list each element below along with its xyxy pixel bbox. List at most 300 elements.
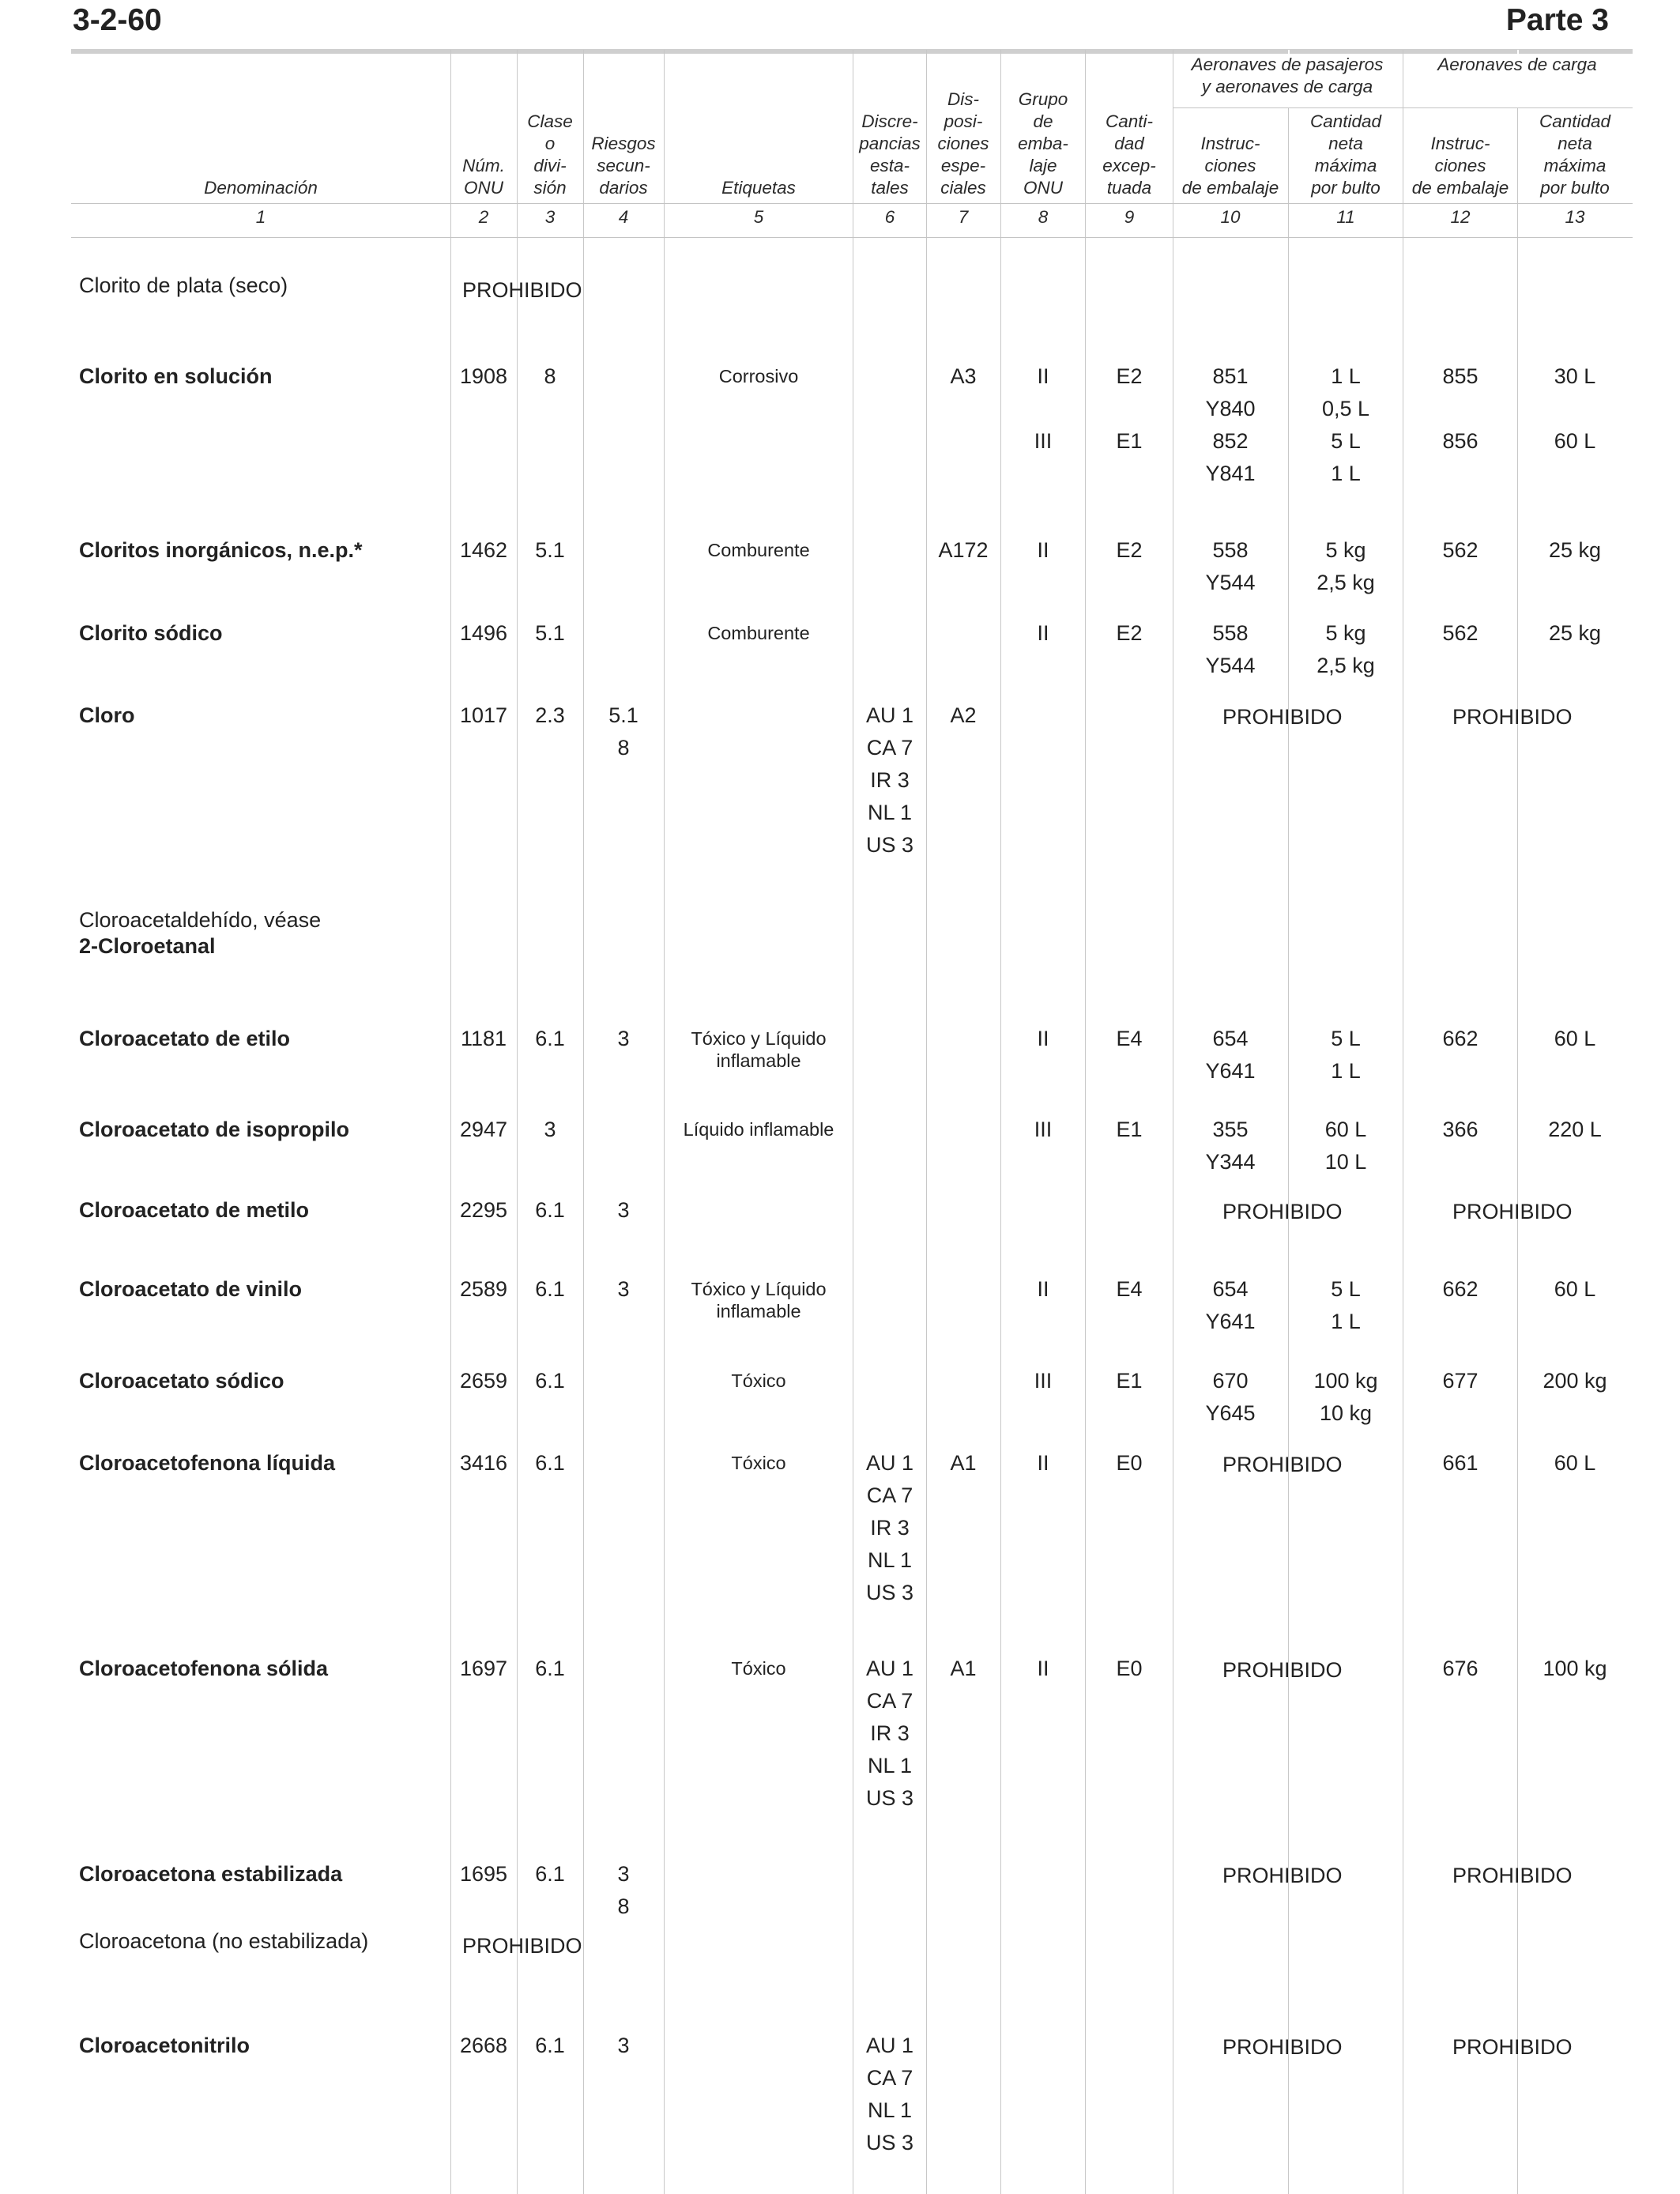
part-title: Parte 3 xyxy=(1505,3,1609,37)
cell-line: 1 L xyxy=(1331,364,1361,388)
cell-line: 2,5 kg xyxy=(1317,654,1375,677)
cell-line: 5 L xyxy=(1331,1277,1361,1301)
cell-line: 100 kg xyxy=(1543,1657,1607,1680)
cell-line: emba- xyxy=(1018,134,1068,153)
cell-line: Grupo xyxy=(1018,89,1068,109)
cell-pi_pax xyxy=(1167,617,1294,682)
cell-class: 5.1 xyxy=(535,538,565,562)
cell-line: 366 xyxy=(1442,1118,1478,1141)
row-name xyxy=(79,364,273,390)
row-name xyxy=(79,1928,368,1955)
cell-line: II xyxy=(1037,1657,1049,1680)
cell-qty_pax xyxy=(1283,617,1409,682)
cell-pi_cao xyxy=(1397,1365,1524,1397)
cell-label xyxy=(668,1370,849,1392)
cell-line: II xyxy=(1037,1027,1049,1050)
cell-label xyxy=(668,1118,849,1140)
column-number: 10 xyxy=(1220,207,1241,227)
cell-pi_cao xyxy=(1397,1273,1524,1306)
cell-line: E0 xyxy=(1116,1657,1143,1680)
cell-line: inflamable xyxy=(716,1050,801,1071)
number-row-rule xyxy=(71,237,1633,238)
cell-line: II xyxy=(1037,1277,1049,1301)
cell-line: ONU xyxy=(1023,178,1063,198)
cell-sp: A1 xyxy=(950,1657,977,1680)
row-name-text: Cloroacetato de vinilo xyxy=(79,1277,303,1301)
cell-line: de embalaje xyxy=(1411,178,1509,198)
cell-eq xyxy=(1066,1447,1192,1480)
cell-line: 3 xyxy=(617,1027,630,1050)
cell-class: 6.1 xyxy=(535,1369,565,1393)
row-name xyxy=(79,1197,309,1223)
cell-line: 1 L xyxy=(1331,462,1361,485)
cell-line: 0,5 L xyxy=(1321,397,1370,420)
cell-pi_cao xyxy=(1397,1447,1524,1480)
cell-line: 855 xyxy=(1442,364,1478,388)
cell-line: Y544 xyxy=(1205,571,1256,594)
cell-line: II xyxy=(1037,364,1049,388)
row-see-ref: 2-Cloroetanal xyxy=(79,934,216,958)
column-number: 7 xyxy=(958,207,969,227)
row-name-text: Cloroacetonitrilo xyxy=(79,2034,250,2057)
row-name-text: Clorito de plata (seco) xyxy=(79,273,288,297)
cell-line: pancias xyxy=(859,134,921,153)
pax-prohibited: PROHIBIDO xyxy=(1222,1453,1343,1476)
group-header xyxy=(1173,54,1402,98)
cell-line: Comburente xyxy=(707,623,810,643)
cell-line: CA 7 xyxy=(866,2066,913,2090)
row-name-text: Clorito sódico xyxy=(79,621,223,645)
cell-line: ciales xyxy=(940,178,986,198)
cell-un: 1181 xyxy=(460,1027,507,1050)
column-header xyxy=(1401,133,1520,199)
cell-sub xyxy=(560,1194,687,1227)
cell-label xyxy=(668,1452,849,1474)
cell-line: 60 L xyxy=(1554,429,1596,453)
cell-qty_cao xyxy=(1512,1365,1638,1397)
cell-line: 60 L xyxy=(1554,1451,1596,1475)
cell-line: 8 xyxy=(617,1894,630,1918)
column-number: 4 xyxy=(618,207,629,227)
cell-pi_cao xyxy=(1397,1653,1524,1685)
row-name-text: Clorito en solución xyxy=(79,364,273,388)
cell-line: CA 7 xyxy=(866,736,913,760)
cell-line: 200 kg xyxy=(1543,1369,1607,1393)
cell-line: ciones xyxy=(1434,156,1486,175)
row-name-text: Cloroacetato de isopropilo xyxy=(79,1118,350,1141)
cell-line: E4 xyxy=(1116,1027,1143,1050)
cell-line: 100 kg xyxy=(1313,1369,1378,1393)
cell-class: 6.1 xyxy=(535,1862,565,1886)
page-number: 3-2-60 xyxy=(73,3,162,37)
cell-line: ciones xyxy=(1204,156,1256,175)
cell-line: ONU xyxy=(464,178,503,198)
cell-line: 5 kg xyxy=(1325,621,1366,645)
cell-line: Denominación xyxy=(204,178,318,198)
cell-line: Corrosivo xyxy=(718,366,799,386)
cell-line: Riesgos xyxy=(591,134,656,153)
cell-sp: A1 xyxy=(950,1451,977,1475)
cell-pi_cao xyxy=(1397,1023,1524,1055)
cell-line: 3 xyxy=(617,2034,630,2057)
row-name-text: Cloroacetofenona líquida xyxy=(79,1451,336,1475)
row-name xyxy=(79,2033,250,2059)
cell-class: 6.1 xyxy=(535,1027,565,1050)
cell-line: 856 xyxy=(1442,429,1478,453)
cell-eq xyxy=(1066,1653,1192,1685)
cell-line: Y645 xyxy=(1205,1401,1256,1425)
cell-qty_pax xyxy=(1283,1365,1409,1430)
cell-line: Cantidad xyxy=(1539,111,1611,131)
row-name xyxy=(79,1368,284,1394)
row-name-text: Cloroacetato sódico xyxy=(79,1369,284,1393)
cell-pi_cao xyxy=(1397,617,1524,650)
cell-line: Y344 xyxy=(1205,1150,1256,1174)
cell-line: NL 1 xyxy=(867,801,913,824)
cell-line: esta- xyxy=(869,156,910,175)
cell-line: E2 xyxy=(1116,538,1143,562)
cell-line: excep- xyxy=(1102,156,1156,175)
cell-line: 3 xyxy=(617,1277,630,1301)
row-name xyxy=(79,273,288,299)
column-number: 9 xyxy=(1124,207,1135,227)
cell-line: 662 xyxy=(1442,1277,1478,1301)
cell-line: 25 kg xyxy=(1548,538,1602,562)
row-name xyxy=(79,1656,328,1682)
column-header xyxy=(1516,111,1634,199)
cell-class: 5.1 xyxy=(535,621,565,645)
cell-line: secun- xyxy=(597,156,650,175)
row-name xyxy=(79,1276,302,1302)
cell-line: Y544 xyxy=(1205,654,1256,677)
cell-line: 8 xyxy=(617,736,630,760)
cell-line: 1 L xyxy=(1331,1059,1361,1083)
column-header xyxy=(103,177,419,199)
row-name-text: Cloro xyxy=(79,703,135,727)
cell-line: Tóxico xyxy=(731,1370,786,1391)
cell-line: 677 xyxy=(1442,1369,1478,1393)
cell-pi_pax xyxy=(1167,1273,1294,1338)
cell-line: Cantidad xyxy=(1309,111,1382,131)
column-header xyxy=(699,177,818,199)
cell-line: de xyxy=(1033,111,1053,131)
cell-line: 25 kg xyxy=(1548,621,1602,645)
cell-line: III xyxy=(1034,1118,1053,1141)
cell-sub xyxy=(560,1858,687,1923)
cell-line: US 3 xyxy=(865,1786,914,1810)
cell-qty_cao xyxy=(1512,534,1638,567)
cell-line: laje xyxy=(1029,156,1057,175)
cell-line: 60 L xyxy=(1554,1027,1596,1050)
row-name-text: Cloroacetato de metilo xyxy=(79,1198,310,1222)
cell-line: máxima xyxy=(1543,156,1607,175)
column-header xyxy=(564,133,683,199)
cell-label xyxy=(668,365,849,387)
cell-line: posi- xyxy=(944,111,983,131)
cell-line: E2 xyxy=(1116,621,1143,645)
cell-un: 2295 xyxy=(459,1198,508,1222)
cell-class: 8 xyxy=(544,364,556,388)
cell-label xyxy=(668,539,849,561)
row-name-text: Cloroacetona (no estabilizada) xyxy=(79,1929,369,1953)
cell-class: 6.1 xyxy=(535,1198,565,1222)
cargo-prohibited: PROHIBIDO xyxy=(1452,2035,1573,2059)
cell-line: por bulto xyxy=(1540,178,1610,198)
row-name-text: Cloritos inorgánicos, n.e.p.* xyxy=(79,538,363,562)
cell-qty_cao xyxy=(1512,617,1638,650)
cell-line: darios xyxy=(599,178,648,198)
cell-line: Tóxico y Líquido xyxy=(691,1028,827,1049)
cell-pi_pax xyxy=(1167,1023,1294,1088)
column-header xyxy=(1171,133,1290,199)
cell-line: Instruc- xyxy=(1430,134,1490,153)
cell-qty_pax xyxy=(1283,1023,1409,1088)
cell-line: US 3 xyxy=(865,2131,914,2154)
cell-line: divi- xyxy=(533,156,567,175)
cell-state xyxy=(827,2030,953,2159)
cell-line: 661 xyxy=(1442,1451,1478,1475)
cell-line: 3 xyxy=(617,1198,630,1222)
cell-line: 30 L xyxy=(1554,364,1596,388)
cell-line: E1 xyxy=(1116,1118,1143,1141)
cell-qty_cao xyxy=(1512,1653,1638,1685)
cell-line: Y840 xyxy=(1205,397,1256,420)
cell-line: IR 3 xyxy=(870,768,910,792)
cell-un: 1697 xyxy=(459,1657,508,1680)
cell-line: Instruc- xyxy=(1200,134,1260,153)
cell-line: de embalaje xyxy=(1181,178,1279,198)
cell-pi_cao xyxy=(1397,534,1524,567)
group-header xyxy=(1403,54,1632,76)
cell-line: 5 L xyxy=(1331,1027,1361,1050)
cell-line: NL 1 xyxy=(867,1754,913,1777)
cell-line: Clase xyxy=(527,111,573,131)
cell-class: 6.1 xyxy=(535,1277,565,1301)
cell-line: 654 xyxy=(1212,1027,1249,1050)
cell-pi_pax xyxy=(1167,1365,1294,1430)
row-name xyxy=(79,907,321,959)
cell-line: Y641 xyxy=(1205,1310,1256,1333)
cell-pi_pax xyxy=(1167,360,1294,490)
pax-prohibited: PROHIBIDO xyxy=(1222,705,1343,729)
cell-qty_pax xyxy=(1283,1114,1409,1178)
cell-line: 5.1 xyxy=(608,703,638,727)
cell-line: 5 kg xyxy=(1325,538,1366,562)
cell-label xyxy=(668,622,849,644)
cell-line: 654 xyxy=(1212,1277,1249,1301)
cell-line: E1 xyxy=(1116,1369,1143,1393)
cell-line: NL 1 xyxy=(867,2098,913,2122)
cell-line: 670 xyxy=(1212,1369,1249,1393)
cell-line: 558 xyxy=(1212,538,1249,562)
cell-sub xyxy=(560,2030,687,2062)
group-header-rule xyxy=(1173,107,1633,108)
cell-line: ciones xyxy=(937,134,989,153)
cell-line: por bulto xyxy=(1311,178,1381,198)
cargo-prohibited: PROHIBIDO xyxy=(1452,1200,1573,1223)
cell-qty_pax xyxy=(1283,360,1409,490)
cell-qty_pax xyxy=(1283,534,1409,599)
cell-label xyxy=(668,1027,849,1072)
cell-label xyxy=(668,1278,849,1322)
cell-line: Tóxico xyxy=(731,1658,786,1679)
cell-line: 5 L xyxy=(1331,429,1361,453)
cell-line: NL 1 xyxy=(867,1548,913,1572)
cell-class: 6.1 xyxy=(535,1451,565,1475)
cell-line: 558 xyxy=(1212,621,1249,645)
cell-line: 2,5 kg xyxy=(1317,571,1375,594)
cell-line: 60 L xyxy=(1554,1277,1596,1301)
cell-line: o xyxy=(544,134,556,153)
cell-class: 6.1 xyxy=(535,2034,565,2057)
cell-line xyxy=(1397,393,1524,425)
cell-line: Y641 xyxy=(1205,1059,1256,1083)
column-number: 8 xyxy=(1038,207,1049,227)
cell-line: AU 1 xyxy=(865,1657,914,1680)
row-prohibited: PROHIBIDO xyxy=(462,1934,582,1958)
cell-line: E0 xyxy=(1116,1451,1143,1475)
column-number: 1 xyxy=(255,207,266,227)
pax-prohibited: PROHIBIDO xyxy=(1222,1200,1343,1223)
cell-un: 2668 xyxy=(459,2034,508,2057)
row-name xyxy=(79,537,363,564)
cell-line: Tóxico y Líquido xyxy=(691,1279,827,1299)
cell-line: 562 xyxy=(1442,538,1478,562)
cell-un: 1017 xyxy=(459,703,508,727)
cell-line: 355 xyxy=(1212,1118,1249,1141)
cell-line: Tóxico xyxy=(731,1453,786,1473)
cell-qty_cao xyxy=(1512,1023,1638,1055)
row-name xyxy=(79,1117,349,1143)
cell-un: 1496 xyxy=(459,621,508,645)
cell-line: E4 xyxy=(1116,1277,1143,1301)
header-bottom-rule xyxy=(71,203,1633,204)
column-number: 6 xyxy=(884,207,895,227)
column-number: 2 xyxy=(478,207,489,227)
cell-line: Canti- xyxy=(1105,111,1154,131)
cell-line: Núm. xyxy=(462,156,505,175)
row-name xyxy=(79,703,135,729)
cell-line: tales xyxy=(871,178,909,198)
cell-line: 851 xyxy=(1212,364,1249,388)
cell-un: 2589 xyxy=(459,1277,508,1301)
cell-qty_cao xyxy=(1512,360,1638,458)
cell-sp: A172 xyxy=(938,538,989,562)
cell-line: AU 1 xyxy=(865,2034,914,2057)
row-name xyxy=(79,1861,342,1887)
cell-un: 1908 xyxy=(459,364,508,388)
cell-line: dad xyxy=(1114,134,1144,153)
cell-qty_cao xyxy=(1512,1273,1638,1306)
cell-qty_cao xyxy=(1512,1447,1638,1480)
cell-line: 220 L xyxy=(1548,1118,1602,1141)
cell-qty_pax xyxy=(1283,1273,1409,1338)
cell-line: 60 L xyxy=(1324,1118,1367,1141)
cell-line: neta xyxy=(1328,134,1363,153)
cell-line: Etiquetas xyxy=(721,178,796,198)
cell-line: US 3 xyxy=(865,833,914,857)
cell-line: 10 L xyxy=(1324,1150,1367,1174)
cell-line: tuada xyxy=(1106,178,1152,198)
cell-line: US 3 xyxy=(865,1581,914,1604)
row-name-text: Cloroacetaldehído, véase xyxy=(79,908,322,932)
column-number: 12 xyxy=(1450,207,1471,227)
cell-pi_cao xyxy=(1397,1114,1524,1146)
cell-class: 3 xyxy=(544,1118,556,1141)
cell-class: 6.1 xyxy=(535,1657,565,1680)
row-name xyxy=(79,1026,290,1052)
cell-pi_pax xyxy=(1167,1114,1294,1178)
cell-class: 2.3 xyxy=(535,703,565,727)
column-number: 5 xyxy=(753,207,764,227)
pax-prohibited: PROHIBIDO xyxy=(1222,1658,1343,1682)
cell-line: Aeronaves de carga xyxy=(1437,55,1597,74)
cell-line: inflamable xyxy=(716,1301,801,1321)
cell-line: AU 1 xyxy=(865,703,914,727)
cell-line: II xyxy=(1037,1451,1049,1475)
cell-line: II xyxy=(1037,538,1049,562)
cell-line: Comburente xyxy=(707,540,810,560)
cell-line: II xyxy=(1037,621,1049,645)
cell-line: y aeronaves de carga xyxy=(1201,77,1373,96)
cell-line: Discre- xyxy=(861,111,918,131)
cell-line: E1 xyxy=(1116,429,1143,453)
cell-line: neta xyxy=(1558,134,1592,153)
column-number: 3 xyxy=(544,207,556,227)
cell-line xyxy=(1512,393,1638,425)
column-number: 13 xyxy=(1565,207,1585,227)
column-number: 11 xyxy=(1336,207,1355,227)
cell-line: 852 xyxy=(1212,429,1249,453)
cell-un: 2659 xyxy=(459,1369,508,1393)
pax-prohibited: PROHIBIDO xyxy=(1222,1864,1343,1887)
cell-line: IR 3 xyxy=(870,1516,910,1540)
cell-qty_cao xyxy=(1512,1114,1638,1146)
cell-line: 3 xyxy=(617,1862,630,1886)
cell-line: E2 xyxy=(1116,364,1143,388)
cell-line: III xyxy=(1034,1369,1053,1393)
cell-sp: A2 xyxy=(950,703,977,727)
cell-line: Líquido inflamable xyxy=(683,1119,834,1140)
pax-prohibited: PROHIBIDO xyxy=(1222,2035,1343,2059)
cell-line: 1 L xyxy=(1331,1310,1361,1333)
row-prohibited: PROHIBIDO xyxy=(462,278,582,302)
cell-line: CA 7 xyxy=(866,1483,913,1507)
cell-line: 662 xyxy=(1442,1027,1478,1050)
row-name-text: Cloroacetofenona sólida xyxy=(79,1657,329,1680)
row-name xyxy=(79,620,223,647)
cell-label xyxy=(668,1657,849,1679)
cell-line: Y841 xyxy=(1205,462,1256,485)
cargo-prohibited: PROHIBIDO xyxy=(1452,705,1573,729)
cell-sub xyxy=(560,699,687,764)
row-name-text: Cloroacetato de etilo xyxy=(79,1027,291,1050)
cell-line: máxima xyxy=(1314,156,1377,175)
cell-line: AU 1 xyxy=(865,1451,914,1475)
cell-pi_cao xyxy=(1397,360,1524,458)
cell-line: Dis- xyxy=(947,89,979,109)
cell-line: IR 3 xyxy=(870,1721,910,1745)
column-header xyxy=(1286,111,1405,199)
row-name-text: Cloroacetona estabilizada xyxy=(79,1862,343,1886)
cell-line: CA 7 xyxy=(866,1689,913,1713)
cell-line: Aeronaves de pasajeros xyxy=(1191,55,1384,74)
cell-un: 1462 xyxy=(459,538,508,562)
cell-line: espe- xyxy=(940,156,986,175)
cell-line: 10 kg xyxy=(1319,1401,1373,1425)
cell-line: 562 xyxy=(1442,621,1478,645)
cell-un: 3416 xyxy=(459,1451,508,1475)
